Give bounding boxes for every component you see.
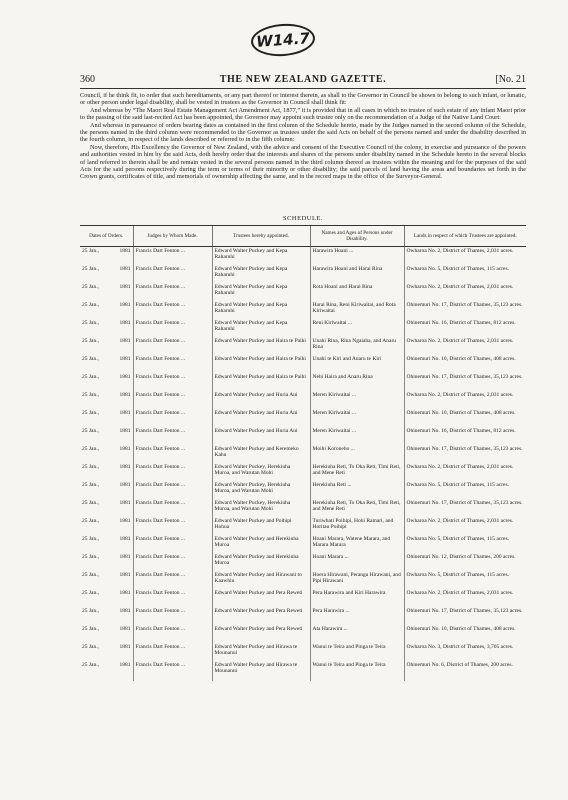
table-row xyxy=(80,481,526,499)
cell-trustees: Edward Walter Puckey and Herekiuha Muroa xyxy=(212,553,310,571)
date-year: 1881 xyxy=(119,356,131,362)
cell-persons: Hoani Marara, Watene Marara, and Marara Marara xyxy=(310,535,404,553)
cell-date xyxy=(80,463,133,481)
table-row xyxy=(80,463,526,481)
cell-lands: Ohinemuri No. 16, District of Thames, 812 acres. xyxy=(404,319,526,337)
date-year: 1881 xyxy=(119,554,131,560)
cell-persons: Turiwhati Poihipi, Hohi Ramari, and Horitau Poihipi xyxy=(310,517,404,535)
cell-trustees: Edward Walter Puckey and Kepa Raharuhi xyxy=(212,265,310,283)
cell-lands: Owharoa No. 2, District of Thames, 2,031 acres. xyxy=(404,247,526,266)
date-year: 1881 xyxy=(119,266,131,272)
archive-stamp: W14.7 xyxy=(250,22,316,58)
date-day: 25 Jan., xyxy=(82,554,99,560)
date-year: 1881 xyxy=(119,428,131,434)
table-row xyxy=(80,373,526,391)
cell-persons: Herekiuha Reti, To Oka Reti, Timi Reti, and Mene Reti xyxy=(310,499,404,517)
date-day: 25 Jan., xyxy=(82,572,99,578)
cell-persons: Nehi Haira and Anaru Rina xyxy=(310,373,404,391)
cell-persons: Harawira Hoani ... xyxy=(310,247,404,266)
cell-trustees: Edward Walter Puckey and Pera Reweti xyxy=(212,607,310,625)
paragraph: And whereas by “The Maori Real Estate Management Act Amendment Act, 1877,” it is provided that in all cases in which no trustee of such estate of any infant Maori prior to the passing of the said last-recited Act has been appointed, the Governor may appoint such trustee only on the recommendation of a Judge of the Native Land Court: xyxy=(80,106,526,122)
cell-date xyxy=(80,247,133,266)
body-text xyxy=(80,92,526,181)
cell-judge: Francis Dart Fenton ... xyxy=(133,337,212,355)
date-day: 25 Jan., xyxy=(82,500,99,506)
cell-date xyxy=(80,661,133,681)
schedule-table xyxy=(80,225,526,681)
cell-judge: Francis Dart Fenton ... xyxy=(133,589,212,607)
cell-judge: Francis Dart Fenton ... xyxy=(133,427,212,445)
date-year: 1881 xyxy=(119,446,131,452)
table-row xyxy=(80,661,526,681)
cell-persons: Pera Harawira and Kiri Harawira xyxy=(310,589,404,607)
date-year: 1881 xyxy=(119,302,131,308)
cell-date xyxy=(80,337,133,355)
date-year: 1881 xyxy=(119,374,131,380)
page-title: THE NEW ZEALAND GAZETTE. xyxy=(219,74,387,85)
column-header-dates: Dates of Orders. xyxy=(80,226,133,247)
cell-persons: Unahi Rina, Rina Ngaiaha, and Anaru Rina xyxy=(310,337,404,355)
cell-lands: Ohinemuri No. 10, District of Thames, 408 acres. xyxy=(404,409,526,427)
cell-persons: Pera Harawira ... xyxy=(310,607,404,625)
issue-number: [No. 21 xyxy=(495,74,526,85)
cell-persons: Meren Kiriwaitai ... xyxy=(310,391,404,409)
cell-date xyxy=(80,571,133,589)
cell-judge: Francis Dart Fenton ... xyxy=(133,265,212,283)
table-row xyxy=(80,517,526,535)
cell-lands: Ohinemuri No. 17, District of Thames, 35,123 acres. xyxy=(404,499,526,517)
cell-persons: Meren Kiriwaitai ... xyxy=(310,427,404,445)
cell-lands: Ohinemuri No. 10, District of Thames, 408 acres. xyxy=(404,625,526,643)
table-row xyxy=(80,553,526,571)
cell-persons: Wanui te Teira and Pinga te Teira xyxy=(310,661,404,681)
cell-date xyxy=(80,301,133,319)
page-header xyxy=(80,74,526,88)
date-year: 1881 xyxy=(119,626,131,632)
cell-persons: Wanui te Teira and Pinga te Teira xyxy=(310,643,404,661)
cell-judge: Francis Dart Fenton ... xyxy=(133,391,212,409)
cell-trustees: Edward Walter Puckey and Hirawa te Mounanui xyxy=(212,661,310,681)
date-year: 1881 xyxy=(119,320,131,326)
cell-lands: Ohinemuri No. 17, District of Thames, 35,123 acres. xyxy=(404,445,526,463)
cell-trustees: Edward Walter Puckey and Herekiuha Muroa xyxy=(212,535,310,553)
cell-persons: Herekiuha Reti, To Oka Reti, Timi Reti, and Mene Reti xyxy=(310,463,404,481)
cell-lands: Ohinemuri No. 12, District of Thames, 200 acres. xyxy=(404,553,526,571)
table-row xyxy=(80,391,526,409)
table-row xyxy=(80,445,526,463)
cell-judge: Francis Dart Fenton ... xyxy=(133,463,212,481)
cell-lands: Ohinemuri No. 17, District of Thames, 35,123 acres. xyxy=(404,607,526,625)
table-row xyxy=(80,409,526,427)
table-header-row xyxy=(80,226,526,247)
date-day: 25 Jan., xyxy=(82,446,99,452)
column-header-trustees: Trustees hereby appointed. xyxy=(212,226,310,247)
cell-trustees: Edward Walter Puckey and Haira te Paihi xyxy=(212,373,310,391)
cell-trustees: Edward Walter Puckey and Kepa Raharuhi xyxy=(212,247,310,266)
date-day: 25 Jan., xyxy=(82,410,99,416)
cell-trustees: Edward Walter Puckey and Hirawani to Kaawhiu xyxy=(212,571,310,589)
cell-judge: Francis Dart Fenton ... xyxy=(133,409,212,427)
cell-trustees: Edward Walter Puckey and Haira te Paihi xyxy=(212,355,310,373)
cell-trustees: Edward Walter Puckey and Huria Ani xyxy=(212,427,310,445)
cell-lands: Owharoa No. 2, District of Thames, 2,031 acres. xyxy=(404,463,526,481)
cell-lands: Ohinemuri No. 10, District of Thames, 408 acres. xyxy=(404,355,526,373)
cell-date xyxy=(80,535,133,553)
header-rule xyxy=(80,88,526,89)
table-row xyxy=(80,355,526,373)
table-row xyxy=(80,643,526,661)
table-row xyxy=(80,247,526,266)
paragraph: Council, if he think fit, to order that such hereditaments, or any part thereof or interest therein, as shall to the Governor in Council be shown to belong to such infant, or lunatic, or other person under legal disability, shall be vested in trustees as the Governor in Council shall think fit: xyxy=(80,92,526,107)
paragraph: And whereas in pursuance of orders bearing dates as contained in the first column of the Schedule hereto, made by the Judges named in the second column of the Schedule, the persons named in the third column were recommended to the Governor as trustees under the said Acts on behalf of the persons named and under the disability described in the fourth column, in respect of the lands described or referred to in the fifth column: xyxy=(80,121,526,144)
table-row xyxy=(80,283,526,301)
date-day: 25 Jan., xyxy=(82,608,99,614)
cell-trustees: Edward Walter Puckey and Pera Reweti xyxy=(212,625,310,643)
date-day: 25 Jan., xyxy=(82,644,99,650)
date-year: 1881 xyxy=(119,662,131,668)
cell-persons: Hoera Hirawani, Peranga Hirawani, and Pipi Hirawani xyxy=(310,571,404,589)
table-row xyxy=(80,535,526,553)
date-day: 25 Jan., xyxy=(82,626,99,632)
cell-judge: Francis Dart Fenton ... xyxy=(133,499,212,517)
date-year: 1881 xyxy=(119,518,131,524)
cell-persons: Harawira Hoani and Harai Rina xyxy=(310,265,404,283)
cell-persons: Herekiuha Reti ... xyxy=(310,481,404,499)
table-row xyxy=(80,589,526,607)
date-year: 1881 xyxy=(119,572,131,578)
cell-date xyxy=(80,319,133,337)
cell-trustees: Edward Walter Puckey and Huria Ani xyxy=(212,391,310,409)
date-day: 25 Jan., xyxy=(82,536,99,542)
cell-date xyxy=(80,283,133,301)
table-row xyxy=(80,319,526,337)
cell-trustees: Edward Walter Puckey, Herekiuha Muroa, and Warutan Mohi xyxy=(212,481,310,499)
cell-judge: Francis Dart Fenton ... xyxy=(133,445,212,463)
table-row xyxy=(80,337,526,355)
cell-judge: Francis Dart Fenton ... xyxy=(133,661,212,681)
cell-trustees: Edward Walter Puckey and Kepa Raharuhi xyxy=(212,283,310,301)
date-day: 25 Jan., xyxy=(82,248,99,254)
cell-trustees: Edward Walter Puckey and Kepa Raharuhi xyxy=(212,301,310,319)
date-day: 25 Jan., xyxy=(82,302,99,308)
cell-date xyxy=(80,553,133,571)
date-year: 1881 xyxy=(119,338,131,344)
table-row xyxy=(80,499,526,517)
date-day: 25 Jan., xyxy=(82,392,99,398)
date-day: 25 Jan., xyxy=(82,590,99,596)
cell-date xyxy=(80,481,133,499)
date-day: 25 Jan., xyxy=(82,428,99,434)
cell-judge: Francis Dart Fenton ... xyxy=(133,535,212,553)
cell-lands: Owharoa No. 2, District of Thames, 2,031 acres. xyxy=(404,589,526,607)
cell-persons: Unahi te Kiri and Anaru te Kiri xyxy=(310,355,404,373)
cell-lands: Ohinemuri No. 17, District of Thames, 35,123 acres. xyxy=(404,301,526,319)
cell-judge: Francis Dart Fenton ... xyxy=(133,481,212,499)
cell-date xyxy=(80,409,133,427)
cell-judge: Francis Dart Fenton ... xyxy=(133,373,212,391)
date-day: 25 Jan., xyxy=(82,320,99,326)
table-row xyxy=(80,427,526,445)
column-header-judges: Judges by Whom Made. xyxy=(133,226,212,247)
cell-trustees: Edward Walter Puckey, Herekiuha Muroa, and Warutan Mohi xyxy=(212,463,310,481)
cell-trustees: Edward Walter Puckey and Keremeko Kahu xyxy=(212,445,310,463)
date-day: 25 Jan., xyxy=(82,482,99,488)
date-year: 1881 xyxy=(119,392,131,398)
cell-persons: Ata Harawira ... xyxy=(310,625,404,643)
cell-persons: Rota Hoani and Harai Rina xyxy=(310,283,404,301)
date-year: 1881 xyxy=(119,410,131,416)
cell-date xyxy=(80,517,133,535)
schedule-body xyxy=(80,247,526,682)
cell-lands: Ohinemuri No. 16, District of Thames, 812 acres. xyxy=(404,427,526,445)
cell-date xyxy=(80,589,133,607)
cell-lands: Owharoa No. 2, District of Thames, 2,031 acres. xyxy=(404,337,526,355)
cell-date xyxy=(80,499,133,517)
table-row xyxy=(80,607,526,625)
column-header-persons: Names and Ages of Persons under Disability. xyxy=(310,226,404,247)
cell-lands: Owharoa No. 5, District of Thames, 115 acres. xyxy=(404,481,526,499)
date-year: 1881 xyxy=(119,644,131,650)
date-year: 1881 xyxy=(119,482,131,488)
cell-persons: Meren Kiriwaitai ... xyxy=(310,409,404,427)
schedule-title: SCHEDULE. xyxy=(282,215,324,222)
cell-lands: Owharoa No. 2, District of Thames, 2,031 acres. xyxy=(404,517,526,535)
cell-lands: Owharoa No. 3, District of Thames, 3,705 acres. xyxy=(404,643,526,661)
date-day: 25 Jan., xyxy=(82,518,99,524)
cell-judge: Francis Dart Fenton ... xyxy=(133,607,212,625)
cell-lands: Owharoa No. 5, District of Thames, 115 acres. xyxy=(404,265,526,283)
date-day: 25 Jan., xyxy=(82,284,99,290)
date-year: 1881 xyxy=(119,464,131,470)
date-day: 25 Jan., xyxy=(82,338,99,344)
cell-lands: Owharoa No. 2, District of Thames, 2,031 acres. xyxy=(404,283,526,301)
date-day: 25 Jan., xyxy=(82,266,99,272)
table-row xyxy=(80,625,526,643)
date-year: 1881 xyxy=(119,500,131,506)
cell-date xyxy=(80,607,133,625)
cell-judge: Francis Dart Fenton ... xyxy=(133,553,212,571)
cell-persons: Hoani Marara ... xyxy=(310,553,404,571)
column-header-lands: Lands in respect of which Trustees are appointed. xyxy=(404,226,526,247)
cell-date xyxy=(80,427,133,445)
cell-date xyxy=(80,643,133,661)
cell-date xyxy=(80,445,133,463)
cell-judge: Francis Dart Fenton ... xyxy=(133,517,212,535)
cell-trustees: Edward Walter Puckey, Herekiuha Muroa, and Warutan Mohi xyxy=(212,499,310,517)
cell-trustees: Edward Walter Puckey and Pera Reweti xyxy=(212,589,310,607)
date-year: 1881 xyxy=(119,608,131,614)
cell-lands: Owharoa No. 2, District of Thames, 2,031 acres. xyxy=(404,391,526,409)
cell-trustees: Edward Walter Puckey and Poihipi Hohua xyxy=(212,517,310,535)
cell-trustees: Edward Walter Puckey and Kepa Raharuhi xyxy=(212,319,310,337)
cell-trustees: Edward Walter Puckey and Hirawa te Mounanui xyxy=(212,643,310,661)
page-number: 360 xyxy=(80,74,95,85)
date-year: 1881 xyxy=(119,536,131,542)
cell-trustees: Edward Walter Puckey and Haira te Paihi xyxy=(212,337,310,355)
date-year: 1881 xyxy=(119,284,131,290)
cell-lands: Ohinemuri No. 6, District of Thames, 200 acres. xyxy=(404,661,526,681)
cell-persons: Harai Rina, Reni Kiriwaitai, and Rota Kiriwaitai xyxy=(310,301,404,319)
cell-judge: Francis Dart Fenton ... xyxy=(133,571,212,589)
cell-date xyxy=(80,355,133,373)
cell-trustees: Edward Walter Puckey and Huria Ani xyxy=(212,409,310,427)
date-year: 1881 xyxy=(119,590,131,596)
cell-judge: Francis Dart Fenton ... xyxy=(133,283,212,301)
cell-date xyxy=(80,625,133,643)
cell-judge: Francis Dart Fenton ... xyxy=(133,643,212,661)
cell-lands: Owharoa No. 5, District of Thames, 115 acres. xyxy=(404,535,526,553)
cell-judge: Francis Dart Fenton ... xyxy=(133,625,212,643)
date-day: 25 Jan., xyxy=(82,662,99,668)
paragraph: Now, therefore, His Excellency the Governor of New Zealand, with the advice and consent of the Executive Council of the colony, in exercise and pursuance of the powers and authorities vested in him by the said Acts, doth hereby order that the interests and shares of the persons under disability named in the Schedule hereto in the several blocks of land referred to therein shall be and remain vested in the several persons named in the third column thereof as trustees within the meaning and for the purposes of the said Acts for the said persons respectively during the term or terms of their minority or other disability; the said parcels of land having the areas and boundaries set forth in the Crown grants, certificates of title, and memorials of ownership affecting the same, and in the record maps in the office of the Surveyor-General. xyxy=(80,143,526,181)
cell-date xyxy=(80,373,133,391)
cell-judge: Francis Dart Fenton ... xyxy=(133,247,212,266)
cell-judge: Francis Dart Fenton ... xyxy=(133,355,212,373)
cell-judge: Francis Dart Fenton ... xyxy=(133,319,212,337)
cell-lands: Ohinemuri No. 17, District of Thames, 35,123 acres. xyxy=(404,373,526,391)
table-row xyxy=(80,571,526,589)
date-day: 25 Jan., xyxy=(82,356,99,362)
cell-date xyxy=(80,391,133,409)
cell-persons: Moihi Koroneho ... xyxy=(310,445,404,463)
date-year: 1881 xyxy=(119,248,131,254)
table-row xyxy=(80,301,526,319)
cell-persons: Reni Kiriwaitai ... xyxy=(310,319,404,337)
cell-date xyxy=(80,265,133,283)
date-day: 25 Jan., xyxy=(82,464,99,470)
cell-lands: Owharoa No. 5, District of Thames, 115 acres. xyxy=(404,571,526,589)
cell-judge: Francis Dart Fenton ... xyxy=(133,301,212,319)
table-row xyxy=(80,265,526,283)
date-day: 25 Jan., xyxy=(82,374,99,380)
